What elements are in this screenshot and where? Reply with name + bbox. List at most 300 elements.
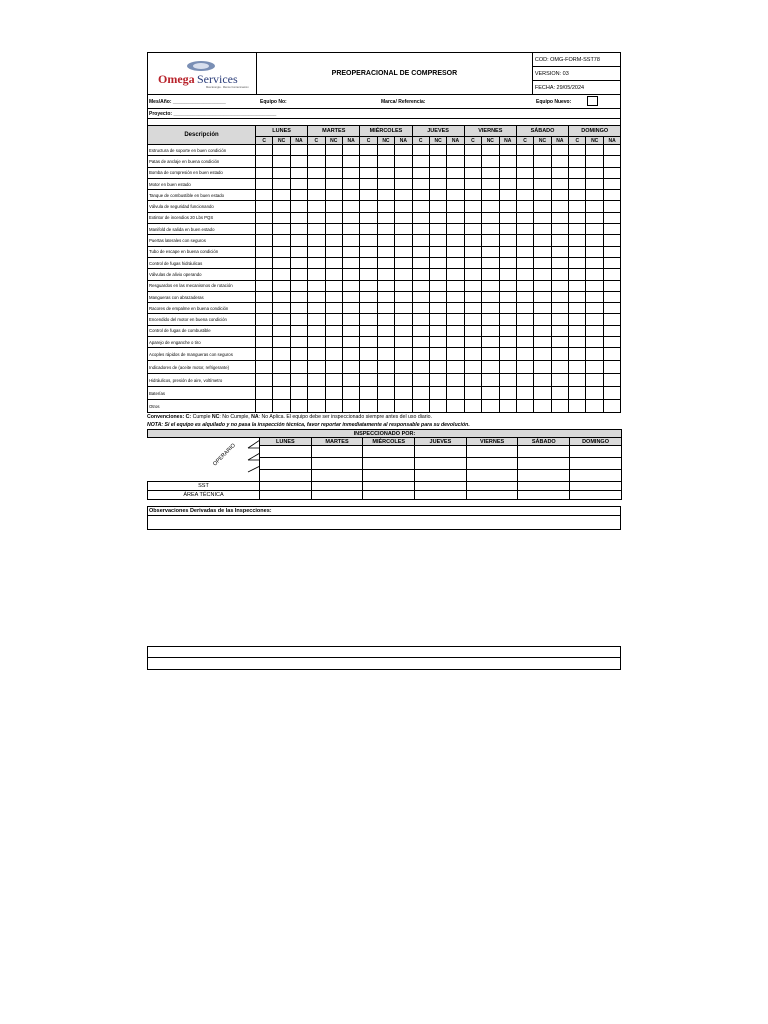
check-cell[interactable]	[395, 325, 412, 336]
check-cell[interactable]	[464, 337, 481, 348]
check-cell[interactable]	[516, 361, 533, 374]
check-cell[interactable]	[377, 269, 394, 280]
check-cell[interactable]	[551, 374, 568, 387]
check-cell[interactable]	[429, 224, 446, 235]
check-cell[interactable]	[603, 246, 620, 257]
check-cell[interactable]	[551, 224, 568, 235]
check-cell[interactable]	[603, 201, 620, 212]
check-cell[interactable]	[273, 257, 290, 268]
check-cell[interactable]	[516, 374, 533, 387]
check-cell[interactable]	[516, 303, 533, 314]
check-cell[interactable]	[429, 178, 446, 189]
check-cell[interactable]	[377, 387, 394, 400]
check-cell[interactable]	[412, 374, 429, 387]
check-cell[interactable]	[429, 145, 446, 156]
check-cell[interactable]	[586, 167, 603, 178]
check-cell[interactable]	[273, 201, 290, 212]
check-cell[interactable]	[325, 400, 342, 413]
check-cell[interactable]	[395, 374, 412, 387]
check-cell[interactable]	[499, 212, 516, 223]
check-cell[interactable]	[551, 145, 568, 156]
check-cell[interactable]	[569, 387, 586, 400]
check-cell[interactable]	[377, 167, 394, 178]
check-cell[interactable]	[325, 280, 342, 291]
check-cell[interactable]	[603, 387, 620, 400]
check-cell[interactable]	[499, 325, 516, 336]
check-cell[interactable]	[569, 400, 586, 413]
check-cell[interactable]	[256, 145, 273, 156]
check-cell[interactable]	[586, 374, 603, 387]
check-cell[interactable]	[482, 178, 499, 189]
check-cell[interactable]	[325, 178, 342, 189]
check-cell[interactable]	[603, 280, 620, 291]
check-cell[interactable]	[377, 190, 394, 201]
check-cell[interactable]	[516, 257, 533, 268]
check-cell[interactable]	[290, 190, 307, 201]
signature-cell[interactable]	[518, 446, 570, 458]
check-cell[interactable]	[499, 235, 516, 246]
check-cell[interactable]	[569, 348, 586, 361]
check-cell[interactable]	[256, 201, 273, 212]
check-cell[interactable]	[325, 387, 342, 400]
check-cell[interactable]	[308, 201, 325, 212]
check-cell[interactable]	[360, 156, 377, 167]
check-cell[interactable]	[256, 224, 273, 235]
check-cell[interactable]	[395, 291, 412, 302]
check-cell[interactable]	[464, 201, 481, 212]
check-cell[interactable]	[412, 156, 429, 167]
check-cell[interactable]	[325, 156, 342, 167]
check-cell[interactable]	[412, 212, 429, 223]
check-cell[interactable]	[429, 280, 446, 291]
check-cell[interactable]	[342, 201, 359, 212]
signature-cell[interactable]	[518, 470, 570, 482]
check-cell[interactable]	[325, 190, 342, 201]
check-cell[interactable]	[256, 348, 273, 361]
check-cell[interactable]	[534, 178, 551, 189]
check-cell[interactable]	[569, 303, 586, 314]
check-cell[interactable]	[342, 167, 359, 178]
check-cell[interactable]	[482, 190, 499, 201]
bottom-line-2[interactable]	[147, 658, 621, 670]
check-cell[interactable]	[273, 167, 290, 178]
check-cell[interactable]	[499, 400, 516, 413]
check-cell[interactable]	[360, 212, 377, 223]
signature-cell[interactable]	[466, 470, 518, 482]
check-cell[interactable]	[325, 314, 342, 325]
check-cell[interactable]	[447, 337, 464, 348]
check-cell[interactable]	[447, 224, 464, 235]
check-cell[interactable]	[499, 224, 516, 235]
check-cell[interactable]	[569, 201, 586, 212]
check-cell[interactable]	[256, 178, 273, 189]
check-cell[interactable]	[325, 145, 342, 156]
check-cell[interactable]	[482, 224, 499, 235]
check-cell[interactable]	[447, 400, 464, 413]
signature-cell[interactable]	[363, 446, 415, 458]
check-cell[interactable]	[342, 190, 359, 201]
check-cell[interactable]	[516, 212, 533, 223]
check-cell[interactable]	[603, 348, 620, 361]
check-cell[interactable]	[569, 178, 586, 189]
check-cell[interactable]	[377, 224, 394, 235]
check-cell[interactable]	[360, 280, 377, 291]
check-cell[interactable]	[534, 190, 551, 201]
check-cell[interactable]	[360, 291, 377, 302]
check-cell[interactable]	[273, 224, 290, 235]
check-cell[interactable]	[447, 303, 464, 314]
check-cell[interactable]	[603, 337, 620, 348]
check-cell[interactable]	[603, 178, 620, 189]
check-cell[interactable]	[308, 374, 325, 387]
check-cell[interactable]	[290, 145, 307, 156]
check-cell[interactable]	[603, 145, 620, 156]
check-cell[interactable]	[482, 235, 499, 246]
check-cell[interactable]	[273, 374, 290, 387]
check-cell[interactable]	[429, 348, 446, 361]
check-cell[interactable]	[447, 201, 464, 212]
check-cell[interactable]	[464, 167, 481, 178]
check-cell[interactable]	[377, 361, 394, 374]
check-cell[interactable]	[377, 145, 394, 156]
check-cell[interactable]	[586, 235, 603, 246]
signature-cell[interactable]	[415, 470, 467, 482]
check-cell[interactable]	[377, 291, 394, 302]
check-cell[interactable]	[516, 280, 533, 291]
check-cell[interactable]	[603, 257, 620, 268]
check-cell[interactable]	[377, 201, 394, 212]
check-cell[interactable]	[395, 400, 412, 413]
signature-cell[interactable]	[570, 446, 622, 458]
check-cell[interactable]	[464, 145, 481, 156]
check-cell[interactable]	[412, 235, 429, 246]
check-cell[interactable]	[429, 212, 446, 223]
signature-cell[interactable]	[260, 491, 312, 500]
check-cell[interactable]	[534, 201, 551, 212]
check-cell[interactable]	[586, 178, 603, 189]
check-cell[interactable]	[482, 246, 499, 257]
check-cell[interactable]	[325, 374, 342, 387]
check-cell[interactable]	[586, 387, 603, 400]
check-cell[interactable]	[586, 337, 603, 348]
check-cell[interactable]	[551, 314, 568, 325]
check-cell[interactable]	[569, 337, 586, 348]
check-cell[interactable]	[516, 325, 533, 336]
check-cell[interactable]	[308, 400, 325, 413]
check-cell[interactable]	[603, 291, 620, 302]
check-cell[interactable]	[482, 212, 499, 223]
check-cell[interactable]	[603, 314, 620, 325]
check-cell[interactable]	[256, 212, 273, 223]
check-cell[interactable]	[464, 190, 481, 201]
check-cell[interactable]	[603, 190, 620, 201]
check-cell[interactable]	[325, 235, 342, 246]
check-cell[interactable]	[534, 280, 551, 291]
signature-cell[interactable]	[363, 470, 415, 482]
check-cell[interactable]	[360, 269, 377, 280]
check-cell[interactable]	[290, 325, 307, 336]
check-cell[interactable]	[412, 178, 429, 189]
check-cell[interactable]	[429, 314, 446, 325]
check-cell[interactable]	[290, 269, 307, 280]
check-cell[interactable]	[447, 374, 464, 387]
check-cell[interactable]	[412, 190, 429, 201]
check-cell[interactable]	[482, 156, 499, 167]
check-cell[interactable]	[516, 387, 533, 400]
check-cell[interactable]	[395, 235, 412, 246]
check-cell[interactable]	[256, 387, 273, 400]
check-cell[interactable]	[482, 348, 499, 361]
check-cell[interactable]	[342, 314, 359, 325]
signature-cell[interactable]	[466, 482, 518, 491]
check-cell[interactable]	[308, 178, 325, 189]
check-cell[interactable]	[499, 337, 516, 348]
check-cell[interactable]	[516, 400, 533, 413]
check-cell[interactable]	[256, 361, 273, 374]
check-cell[interactable]	[551, 235, 568, 246]
check-cell[interactable]	[412, 337, 429, 348]
check-cell[interactable]	[308, 257, 325, 268]
check-cell[interactable]	[342, 156, 359, 167]
check-cell[interactable]	[342, 348, 359, 361]
check-cell[interactable]	[586, 246, 603, 257]
check-cell[interactable]	[447, 325, 464, 336]
check-cell[interactable]	[360, 201, 377, 212]
check-cell[interactable]	[412, 314, 429, 325]
check-cell[interactable]	[360, 224, 377, 235]
check-cell[interactable]	[308, 280, 325, 291]
check-cell[interactable]	[256, 280, 273, 291]
signature-cell[interactable]	[363, 482, 415, 491]
check-cell[interactable]	[360, 325, 377, 336]
check-cell[interactable]	[342, 145, 359, 156]
check-cell[interactable]	[290, 257, 307, 268]
check-cell[interactable]	[499, 280, 516, 291]
check-cell[interactable]	[482, 145, 499, 156]
check-cell[interactable]	[447, 314, 464, 325]
check-cell[interactable]	[482, 269, 499, 280]
check-cell[interactable]	[447, 291, 464, 302]
signature-cell[interactable]	[570, 482, 622, 491]
check-cell[interactable]	[603, 269, 620, 280]
check-cell[interactable]	[464, 257, 481, 268]
check-cell[interactable]	[482, 337, 499, 348]
check-cell[interactable]	[377, 325, 394, 336]
check-cell[interactable]	[377, 235, 394, 246]
check-cell[interactable]	[464, 314, 481, 325]
check-cell[interactable]	[342, 374, 359, 387]
check-cell[interactable]	[256, 400, 273, 413]
check-cell[interactable]	[256, 291, 273, 302]
check-cell[interactable]	[342, 269, 359, 280]
check-cell[interactable]	[586, 201, 603, 212]
check-cell[interactable]	[464, 374, 481, 387]
check-cell[interactable]	[290, 201, 307, 212]
check-cell[interactable]	[273, 325, 290, 336]
check-cell[interactable]	[499, 246, 516, 257]
check-cell[interactable]	[395, 387, 412, 400]
check-cell[interactable]	[325, 246, 342, 257]
check-cell[interactable]	[534, 246, 551, 257]
check-cell[interactable]	[429, 167, 446, 178]
check-cell[interactable]	[586, 291, 603, 302]
check-cell[interactable]	[325, 325, 342, 336]
check-cell[interactable]	[569, 235, 586, 246]
check-cell[interactable]	[499, 374, 516, 387]
check-cell[interactable]	[273, 156, 290, 167]
check-cell[interactable]	[447, 348, 464, 361]
check-cell[interactable]	[290, 167, 307, 178]
check-cell[interactable]	[447, 387, 464, 400]
check-cell[interactable]	[342, 400, 359, 413]
check-cell[interactable]	[569, 145, 586, 156]
check-cell[interactable]	[551, 280, 568, 291]
check-cell[interactable]	[273, 337, 290, 348]
check-cell[interactable]	[256, 190, 273, 201]
check-cell[interactable]	[429, 269, 446, 280]
check-cell[interactable]	[603, 156, 620, 167]
check-cell[interactable]	[308, 167, 325, 178]
check-cell[interactable]	[325, 303, 342, 314]
check-cell[interactable]	[482, 280, 499, 291]
check-cell[interactable]	[256, 325, 273, 336]
check-cell[interactable]	[377, 246, 394, 257]
check-cell[interactable]	[534, 400, 551, 413]
check-cell[interactable]	[586, 257, 603, 268]
mes-ano-field[interactable]: Mes/Año: ___________________	[149, 99, 226, 105]
check-cell[interactable]	[256, 374, 273, 387]
check-cell[interactable]	[534, 348, 551, 361]
check-cell[interactable]	[273, 280, 290, 291]
check-cell[interactable]	[447, 156, 464, 167]
check-cell[interactable]	[377, 348, 394, 361]
signature-cell[interactable]	[311, 458, 363, 470]
check-cell[interactable]	[569, 374, 586, 387]
check-cell[interactable]	[464, 303, 481, 314]
check-cell[interactable]	[395, 224, 412, 235]
check-cell[interactable]	[586, 314, 603, 325]
check-cell[interactable]	[569, 190, 586, 201]
check-cell[interactable]	[412, 201, 429, 212]
check-cell[interactable]	[256, 314, 273, 325]
check-cell[interactable]	[586, 280, 603, 291]
check-cell[interactable]	[534, 337, 551, 348]
check-cell[interactable]	[290, 303, 307, 314]
check-cell[interactable]	[464, 156, 481, 167]
check-cell[interactable]	[377, 212, 394, 223]
check-cell[interactable]	[342, 325, 359, 336]
check-cell[interactable]	[516, 246, 533, 257]
check-cell[interactable]	[534, 374, 551, 387]
check-cell[interactable]	[273, 269, 290, 280]
check-cell[interactable]	[377, 337, 394, 348]
signature-cell[interactable]	[363, 491, 415, 500]
check-cell[interactable]	[273, 235, 290, 246]
check-cell[interactable]	[569, 361, 586, 374]
check-cell[interactable]	[464, 246, 481, 257]
check-cell[interactable]	[377, 178, 394, 189]
check-cell[interactable]	[534, 224, 551, 235]
check-cell[interactable]	[412, 145, 429, 156]
check-cell[interactable]	[360, 314, 377, 325]
check-cell[interactable]	[273, 400, 290, 413]
check-cell[interactable]	[290, 156, 307, 167]
check-cell[interactable]	[308, 156, 325, 167]
signature-cell[interactable]	[260, 458, 312, 470]
check-cell[interactable]	[429, 190, 446, 201]
check-cell[interactable]	[569, 167, 586, 178]
check-cell[interactable]	[308, 145, 325, 156]
check-cell[interactable]	[516, 156, 533, 167]
check-cell[interactable]	[360, 145, 377, 156]
check-cell[interactable]	[325, 257, 342, 268]
check-cell[interactable]	[412, 400, 429, 413]
check-cell[interactable]	[395, 212, 412, 223]
check-cell[interactable]	[412, 257, 429, 268]
signature-cell[interactable]	[466, 458, 518, 470]
signature-cell[interactable]	[311, 470, 363, 482]
check-cell[interactable]	[256, 235, 273, 246]
check-cell[interactable]	[464, 224, 481, 235]
check-cell[interactable]	[464, 387, 481, 400]
check-cell[interactable]	[395, 156, 412, 167]
check-cell[interactable]	[308, 387, 325, 400]
check-cell[interactable]	[325, 224, 342, 235]
check-cell[interactable]	[499, 348, 516, 361]
check-cell[interactable]	[308, 269, 325, 280]
check-cell[interactable]	[429, 387, 446, 400]
check-cell[interactable]	[290, 224, 307, 235]
check-cell[interactable]	[499, 145, 516, 156]
check-cell[interactable]	[586, 303, 603, 314]
check-cell[interactable]	[429, 235, 446, 246]
check-cell[interactable]	[429, 257, 446, 268]
check-cell[interactable]	[377, 280, 394, 291]
check-cell[interactable]	[464, 178, 481, 189]
check-cell[interactable]	[534, 212, 551, 223]
check-cell[interactable]	[395, 190, 412, 201]
check-cell[interactable]	[290, 374, 307, 387]
check-cell[interactable]	[551, 337, 568, 348]
check-cell[interactable]	[395, 303, 412, 314]
check-cell[interactable]	[395, 257, 412, 268]
check-cell[interactable]	[569, 212, 586, 223]
check-cell[interactable]	[395, 337, 412, 348]
check-cell[interactable]	[429, 374, 446, 387]
check-cell[interactable]	[499, 178, 516, 189]
check-cell[interactable]	[308, 337, 325, 348]
check-cell[interactable]	[395, 361, 412, 374]
check-cell[interactable]	[360, 348, 377, 361]
check-cell[interactable]	[499, 387, 516, 400]
check-cell[interactable]	[273, 314, 290, 325]
check-cell[interactable]	[256, 269, 273, 280]
check-cell[interactable]	[256, 246, 273, 257]
signature-cell[interactable]	[570, 491, 622, 500]
check-cell[interactable]	[447, 280, 464, 291]
check-cell[interactable]	[290, 314, 307, 325]
check-cell[interactable]	[482, 361, 499, 374]
check-cell[interactable]	[586, 361, 603, 374]
check-cell[interactable]	[499, 257, 516, 268]
check-cell[interactable]	[290, 348, 307, 361]
check-cell[interactable]	[499, 201, 516, 212]
check-cell[interactable]	[290, 280, 307, 291]
check-cell[interactable]	[290, 212, 307, 223]
check-cell[interactable]	[586, 212, 603, 223]
check-cell[interactable]	[342, 257, 359, 268]
check-cell[interactable]	[412, 325, 429, 336]
